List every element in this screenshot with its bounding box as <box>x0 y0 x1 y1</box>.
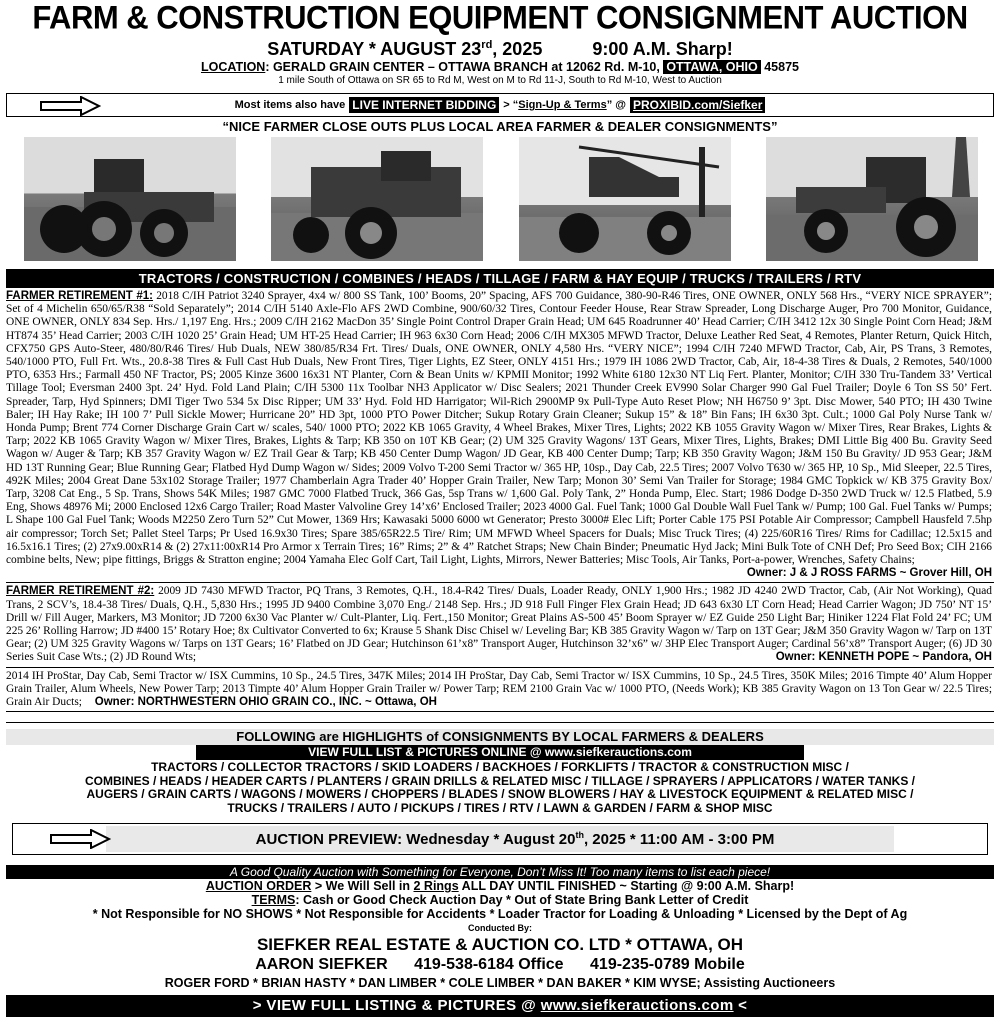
section-heading: FARMER RETIREMENT #1: <box>6 290 153 302</box>
owner-label: Owner: J & J ROSS FARMS ~ Grover Hill, OH <box>746 567 992 580</box>
auction-company: SIEFKER REAL ESTATE & AUCTION CO. LTD * OTTAWA, OH <box>256 934 744 954</box>
arrow-right-icon <box>49 829 111 854</box>
owner-label: Owner: NORTHWESTERN OHIO GRAIN CO., INC. ~ Ottawa, OH <box>94 696 437 709</box>
grain-co-consignment <box>6 668 994 713</box>
quality-banner: A Good Quality Auction with Something for Everyone, Don’t Miss It! Too many items to list each piece! <box>6 865 994 879</box>
highlights-heading: FOLLOWING are HIGHLIGHTS of CONSIGNMENTS BY LOCAL FARMERS & DEALERS <box>6 729 994 745</box>
arrow-right-icon <box>39 96 101 119</box>
section-body: 2014 IH ProStar, Day Cab, Semi Tractor w/ ISX Cummins, 10 Sp., 24.5 Tires, 347K Miles; 2014 IH ProStar, Day Cab, Semi Tractor w/ ISX Cummins, 10 Sp., 24.5 Tires, 350K Miles; 2016 Timpte 40’ Alum Hopper Grain Trailer, Alum Wheels, New Power Tarp; 2013 Timpte 40’ Alum Hopper Grain Trailer w/ Power Tarp; REM 2100 Grain Vac w/ 1000 PTO, (Needs Work); KB 385 Gravity Wagon on 13 Ton Gear w/ 22.5 Tires; Grain Air Ducts; <box>6 669 992 709</box>
auction-flyer <box>0 1 1000 1035</box>
live-bidding-badge: LIVE INTERNET BIDDING <box>349 97 499 113</box>
combine-photo <box>271 137 483 261</box>
auctioneer-name: AARON SIEFKER <box>255 955 388 973</box>
section-body: 2009 JD 7430 MFWD Tractor, PQ Trans, 3 Remotes, Q.H., 18.4-R42 Tires/ Duals, Loader Ready, ONLY 1,900 Hrs.; 1982 JD 4240 2WD Tractor, Cab, (Air Not Working), Quad Trans, 2 SCV’s, 18.4-38 Tires/ Duals, Q.H., 5,830 Hrs.; 1995 JD 9400 Combine 3,070 Eng./ 2148 Sep. Hrs.; JD 918 Full Finger Flex Grain Head; JD 643 6x30 LT Corn Head; Head Carrier Wagon; JD 750’ NT 15’ Drill w/ Fill Auger, Markers, M3 Monitor; JD 7200 6x30 Vac Planter w/ Cult-Planter, Liq. Fert.,150 Monitor; Great Plains AS-500 45’ Boom Sprayer w/ EZ Guide 250 Light Bar; Hiniker 1224 Flat Fold 24’ FC; UM 225 26’ Rolling Harrow; JD #400 15’ Rotary Hoe; 8x Cultivator Converted to 6x; Krause 5 Shank Disc Chisel w/ Leveling Bar; KB 385 Gravity Wagon w/ Tarp on 13T Gear; J&M 350 Gravity Wagon w/ Tarp on 13T Gear; (2) UM 325 Gravity Wagons w/ Tarps on 13T Gears; 16’ Flatbed on JD Gear; Hutchinson 61’x8” Transport Auger, Hutchinson 32’x6” w/ 3HP Elec Transport Auger; Cardinal 56’x8” Transport Auger; (6) JD 30 Series Suit Case Wts.; (2) JD Round Wts; <box>6 585 992 664</box>
photo-strip <box>0 135 1000 261</box>
tractor-photo <box>766 137 978 261</box>
tagline: “NICE FARMER CLOSE OUTS PLUS LOCAL AREA FARMER & DEALER CONSIGNMENTS” <box>222 119 778 134</box>
conducted-by: Conducted By: <box>468 922 532 933</box>
terms: TERMS: Cash or Good Check Auction Day * Out of State Bring Bank Letter of Credit <box>251 892 749 907</box>
bottom-banner: > VIEW FULL LISTING & PICTURES @ www.siefkerauctions.com < <box>6 995 994 1017</box>
directions: 1 mile South of Ottawa on SR 65 to Rd M, West on M to Rd 11-J, South to Rd M-10, West to Auction <box>278 75 722 86</box>
mobile-phone[interactable]: 419-235-0789 Mobile <box>590 955 745 973</box>
assisting-auctioneers: ROGER FORD * BRIAN HASTY * DAN LIMBER * COLE LIMBER * DAN BAKER * KIM WYSE; Assisting Auctioneers <box>164 975 836 990</box>
section-body: 2018 C/IH Patriot 3240 Sprayer, 4x4 w/ 800 SS Tank, 100’ Booms, 20” Spacing, AFS 700 Guidance, 380-90-R46 Tires, ONE OWNER, ONLY 568 Hrs., “VERY NICE SPRAYER”; Set of 4 Michelin 650/65/R38 “Sold Separately”; 2014 C/IH 5140 Axle-Flo AFS 2WD Combine, 900/60/32 Tires, Contour Feeder House, Rear Straw Spreader, Long Discharge Auger, Pro 700 Monitor, Guidance, ONE OWNER, ONLY 834 Sep. Hrs./ 1,197 Eng. Hrs.; 2009 C/IH 2162 MacDon 35’ Single Point Control Draper Grain Head; UM 645 Roadrunner 40’ Head Carrier; C/IH 3412 12x 30 Single Point Corn Head; J&M HT874 35’ Head Carrier; 2003 C/IH 1020 25’ Grain Head; UM HT-25 Head Carrier; IH 963 6x30 Corn Head; 2006 C/IH MX305 MFWD Tractor, Deluxe Leather Red Seat, 4 Remotes, Planter Return, Quick Hitch, CFX750 GPS Auto-Steer, 480/80/R46 Tires/ Hub Duals, NEW 380/85/R34 Frt. Tires/ Duals, ONE OWNER, ONLY 4,580 Hrs. “VERY NICE”; 1994 C/IH 7240 MFWD Tractor, Cab, Air, PS Trans, 3 Remotes, 540/1000 PTO, Full Frt. Wts., 20.8-38 Tires & Full Cast Hub Duals, New Front Tires, Tiger Lights, EZ Steer, ONLY 4151 Hrs.; 1979 IH 1086 2WD Tractor, Cab, Air, 18-4-38 Tires & Duals, 2 Remotes, 540/1000 PTO, 6353 Hrs.; Farmall 450 NF Tractor, PS; 2005 Kinze 3600 16x31 NT Planter, Corn & Bean Units w/ KPMII Monitor; 1992 White 6180 12x30 NT Liq Fert. Planter, Monitor; C/IH 330 Tru-Tandem 33’ Vertical Tillage Tool; Eversman 2400 3pt. 24’ Hyd. Fold Land Plain; C/IH 5300 11x Toolbar NH3 Applicator w/ Disc Sealers; 2021 Thunder Creek EV990 Solar Charger 990 Gal Fuel Trailer; Doyle 6 Ton SS 50’ Fert. Spreader, Tarp, Hyd Spinners; DMI Tiger Two 534 5x Disc Ripper; UM 33’ Hyd. Fold HD Harrigator; Wil-Rich 2900MP 9x Pull-Type Auto Reset Plow; NH H6750 9’ 3pt. Disc Mower, 540 PTO; IH 430 Twine Baler; IH Hay Rake; IH 100 7’ Pull Sickle Mower; Hurricane 20” HD 3pt, 1000 PTO Power Ditcher; Sukup Rotary Grain Cleaner; Sukup 15” & 18” Bin Fans; IH 6x30 3pt. Cult.; 1000 Gal Poly Nurse Tank w/ Honda Pump; Brent 774 Corner Discharge Grain Cart w/ scales, 540/ 1000 PTO; 2022 KB 1065 Gravity, 4 Wheel Brakes, Mixer Tires, Lights; 2022 KB 1055 Gravity Wagon w/ Mixer Tires, Rear Brakes, Lights & Tarp; 2022 KB 1065 Gravity Wagon w/ Mixer Tires, Brakes, Lights & Tarp; KB 350 on 10T KB Gear; (2) UM 325 Gravity Wagons/ 13T Gears, Mixer Tires, Lights, Brakes; DMI Little Big 400 Bu. Gravity Seed Wagon w/ Auger & Tarp; KB 357 Gravity Wagon w/ EZ Trail Gear & Tarp; KB 450 Center Dump Wagon/ JD Gear, KB 400 Center Dump; Tarp; KB 350 Gravity Wagon; J&M 150 Bu Gravity/ JD 953 Gear; J&M HD 13T Running Gear; Blue Running Gear; Flatbed Hyd Dump Wagon w/ Sides; 2009 Volvo T-200 Semi Tractor w/ 365 HP, 10sp., Day Cab, 22.5 Tires; 2007 Volvo T630 w/ 365 HP, 10 Sp., Mid Sleeper, 22.5 Tires, 492K Miles; 2004 Great Dane 53x102 Storage Trailer; 1977 Chamberlain Agra Trader 40’ Hopper Grain Trailer, New Tarp; Monon 30’ Semi Van Trailer for Storage; 1984 GMC Topkick w/ KB 375 Gravity Box/ Tarp, 3208 Cat Eng., 5 Sp. Trans, Shows 54K Miles; 1987 GMC 7000 Flatbed Truck, 366 Gas, 5sp Trans w/ 1,600 Gal. Poly Tank, 2” Honda Pump, Elec. Start; 1986 Dodge D-350 2WD Truck w/ 12.5 Flatbed, 5.9 Eng, Shows 48976 Mi; 2000 Enclosed 12x6 Cargo Trailer; Road Master Valvoline Grey 14’x6’ Enclosed Trailer; 2023 4000 Gal. Fuel Tank; 1000 Gal Double Wall Fuel Tank w/ Pump; 100 Gal. Fuel Tanks w/ Pumps; L Shape 100 Gal Fuel Tank; Woods M2250 Zero Turn 52” Cut Mower, 1369 Hrs; Kawasaki 5000 6000 wt Generator; Presto 3000# Elec Lift; Porter Cable 175 PSI Potable Air Compressor; Campbell Hausfeld 7.5hp air compressor; Torch Set; Pallet Steel Tarps; Pr Used 16.9x30 Tires; Spare 385/65R22.5 Tire/ Rim; UM MFWD Wheel Spacers for Duals; Misc Truck Tires; (4) 225/60R16 Tires/ Rims for Cadillac; 12.5x15 and 16.5x16.1 Tires; (2) 27x9.00xR14 & (2) 27x11:00xR14 Pro Armor x Terrain Tires; 16” Rims; 2” & 4” Ratchet Straps; New Chain Binder; Pneumatic Hyd Jack; Mini Bulk Tote of CNH Def; Pro Seed Box; CIH 2166 combine belts, New; pipe fittings, Briggs & Stratton engine; 2004 Yamaha Elec Golf Cart, Tail Light, Lights, Mirrors, Newer Batteries; Misc Tools, Air Tanks, Port-a-power, Wrenches, Safety Chains; <box>6 290 992 567</box>
section-heading: FARMER RETIREMENT #2: <box>6 585 155 598</box>
signup-link[interactable]: Sign-Up & Terms <box>518 99 607 111</box>
sprayer-photo <box>519 137 731 261</box>
contact-line <box>0 955 1000 975</box>
disclaimer: * Not Responsible for NO SHOWS * Not Responsible for Accidents * Loader Tractor for Loading & Unloading * Licensed by the Dept of Ag <box>92 906 908 921</box>
website-link[interactable]: www.siefkerauctions.com <box>540 996 734 1014</box>
auction-time: 9:00 A.M. Sharp! <box>592 39 733 59</box>
owner-label: Owner: KENNETH POPE ~ Pandora, OH <box>775 651 992 664</box>
auction-preview: AUCTION PREVIEW: Wednesday * August 20th, 2025 * 11:00 AM - 3:00 PM <box>12 823 988 855</box>
farmer-retirement-1 <box>6 288 994 583</box>
highlights-list: TRACTORS / COLLECTOR TRACTORS / SKID LOADERS / BACKHOES / FORKLIFTS / TRACTOR & CONSTRUCTION MISC / COMBINES / HEADS / HEADER CARTS / PLANTERS / GRAIN DRILLS & RELATED MISC / TILLAGE / SPRAYERS / APPLICATORS / WATER TANKS / AUGERS / GRAIN CARTS / WAGONS / MOWERS / CHOPPERS / BLADES / SNOW BLOWERS / HAY & LIVESTOCK EQUIPMENT & RELATED MISC / TRUCKS / TRAILERS / AUTO / PICKUPS / TIRES / RTV / LAWN & GARDEN / FARM & SHOP MISC <box>84 760 916 815</box>
proxibid-link[interactable]: PROXIBID.com/Siefker <box>630 97 765 113</box>
category-bar: TRACTORS / CONSTRUCTION / COMBINES / HEADS / TILLAGE / FARM & HAY EQUIP / TRUCKS / TRAILERS / RTV <box>6 269 994 288</box>
auction-date: SATURDAY * AUGUST 23rd, 2025 9:00 A.M. Sharp! <box>267 39 733 59</box>
bidding-banner: Most items also have LIVE INTERNET BIDDING > “ Sign-Up & Terms ” @ PROXIBID.com/Siefker <box>6 93 994 117</box>
view-online-link[interactable]: VIEW FULL LIST & PICTURES ONLINE @ www.siefkerauctions.com <box>196 745 804 760</box>
farmer-retirement-2 <box>6 583 994 667</box>
auction-order: AUCTION ORDER > We Will Sell in 2 Rings ALL DAY UNTIL FINISHED ~ Starting @ 9:00 A.M. Sharp! <box>205 878 795 893</box>
highlights <box>6 722 994 815</box>
page-title: FARM & CONSTRUCTION EQUIPMENT CONSIGNMENT AUCTION <box>32 0 968 36</box>
tractor-photo <box>24 137 236 261</box>
office-phone[interactable]: 419-538-6184 Office <box>414 955 564 973</box>
location-line: LOCATION: GERALD GRAIN CENTER – OTTAWA BRANCH at 12062 Rd. M-10, OTTAWA, OHIO 45875 <box>200 60 799 74</box>
